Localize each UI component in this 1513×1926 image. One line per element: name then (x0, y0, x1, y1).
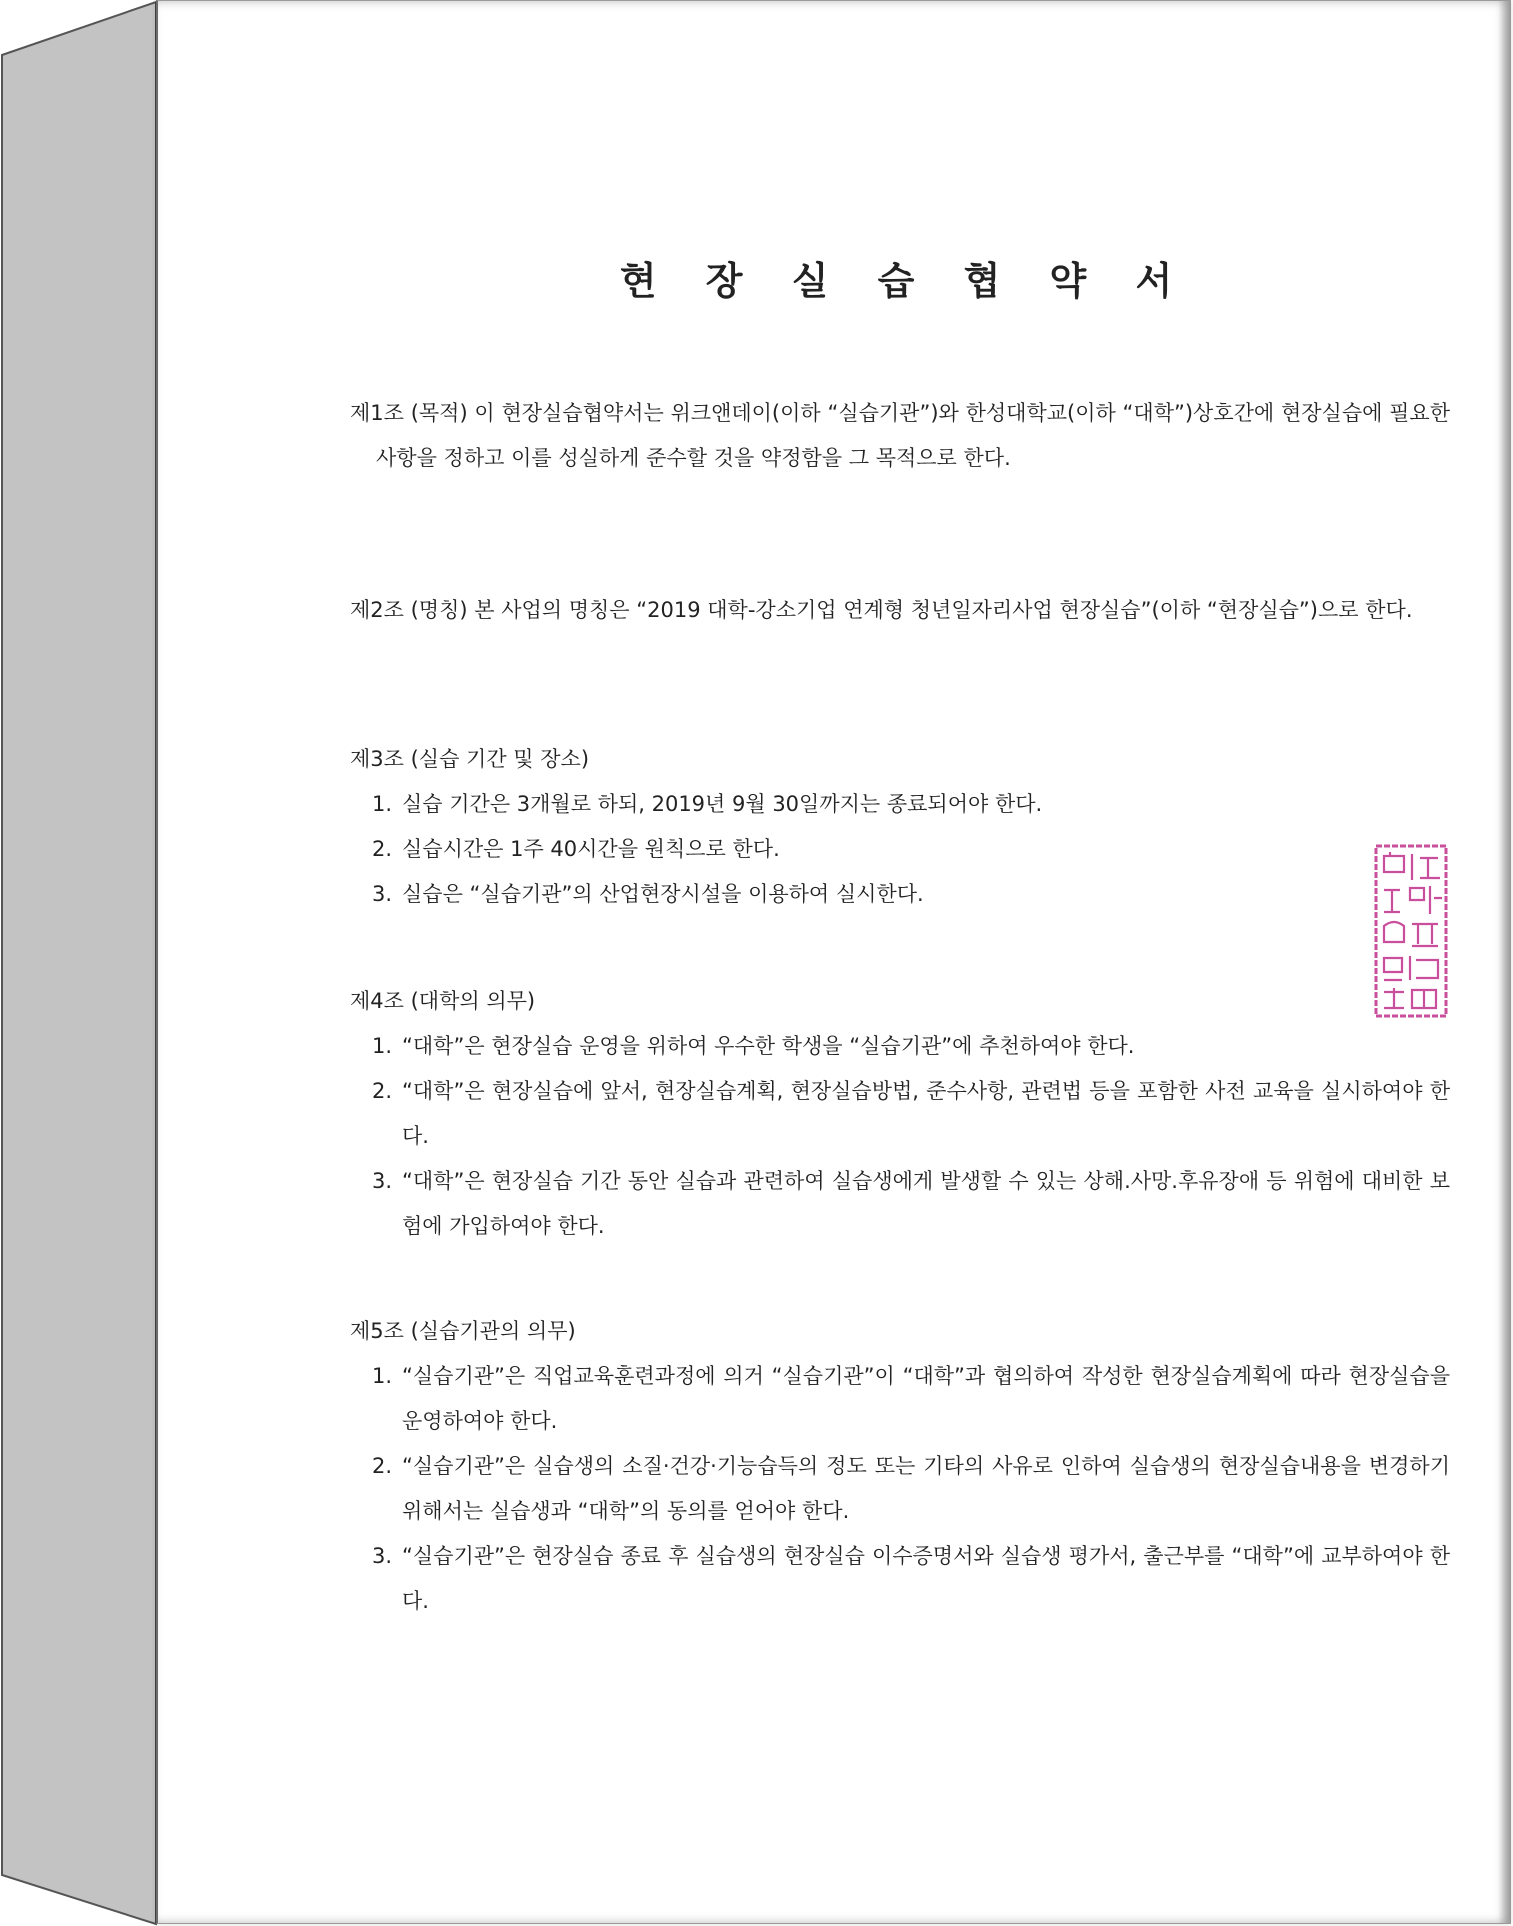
article-2 (350, 588, 1450, 633)
list-item-text: “대학”은 현장실습 운영을 위하여 우수한 학생을 “실습기관”에 추천하여야 한다. (402, 1034, 1135, 1058)
article-4-heading: 제4조 (대학의 의무) (350, 989, 536, 1013)
list-item (350, 827, 1450, 872)
list-item-number: 1. (372, 1364, 393, 1388)
list-item-number: 1. (372, 1034, 393, 1058)
article-1-text: 제1조 (목적) 이 현장실습협약서는 위크앤데이(이하 “실습기관”)와 한성대학교(이하 “대학”)상호간에 현장실습에 필요한 사항을 정하고 이를 성실하게 준수할 것을 약정함을 그 목적으로 한다. (350, 401, 1450, 470)
list-item (350, 1024, 1450, 1069)
article-5 (350, 1309, 1450, 1624)
article-5-heading: 제5조 (실습기관의 의무) (350, 1319, 576, 1343)
list-item (350, 1444, 1450, 1534)
list-item-text: “실습기관”은 현장실습 종료 후 실습생의 현장실습 이수증명서와 실습생 평가서, 출근부를 “대학”에 교부하여야 한다. (402, 1544, 1450, 1613)
official-seal-stamp (1372, 842, 1450, 1020)
list-item (350, 1534, 1450, 1624)
list-item-number: 3. (372, 882, 393, 906)
list-item-number: 3. (372, 1169, 393, 1193)
list-item (350, 1069, 1450, 1159)
book-cover-edge (0, 0, 160, 1926)
article-3 (350, 737, 1450, 917)
article-3-list (350, 782, 1450, 917)
article-1 (350, 391, 1450, 481)
list-item-text: “실습기관”은 직업교육훈련과정에 의거 “실습기관”이 “대학”과 협의하여 작성한 현장실습계획에 따라 현장실습을 운영하여야 한다. (402, 1364, 1450, 1433)
article-3-heading: 제3조 (실습 기간 및 장소) (350, 747, 590, 771)
article-4-list (350, 1024, 1450, 1249)
document-title: 현 장 실 습 협 약 서 (619, 259, 1191, 303)
list-item-text: “대학”은 현장실습에 앞서, 현장실습계획, 현장실습방법, 준수사항, 관련법 등을 포함한 사전 교육을 실시하여야 한다. (402, 1079, 1450, 1148)
list-item (350, 1159, 1450, 1249)
page-edge-shadow (1498, 1, 1510, 1923)
list-item-number: 2. (372, 1079, 393, 1103)
list-item-text: 실습은 “실습기관”의 산업현장시설을 이용하여 실시한다. (402, 882, 924, 906)
list-item-number: 1. (372, 792, 393, 816)
article-2-text: 제2조 (명칭) 본 사업의 명칭은 “2019 대학-강소기업 연계형 청년일자리사업 현장실습”(이하 “현장실습”)으로 한다. (350, 598, 1413, 622)
list-item (350, 872, 1450, 917)
list-item-text: 실습시간은 1주 40시간을 원칙으로 한다. (402, 837, 780, 861)
list-item-text: “대학”은 현장실습 기간 동안 실습과 관련하여 실습생에게 발생할 수 있는 상해.사망.후유장애 등 위험에 대비한 보험에 가입하여야 한다. (402, 1169, 1450, 1238)
article-4 (350, 979, 1450, 1249)
list-item (350, 1354, 1450, 1444)
article-5-list (350, 1354, 1450, 1624)
list-item-number: 2. (372, 1454, 393, 1478)
list-item-text: 실습 기간은 3개월로 하되, 2019년 9월 30일까지는 종료되어야 한다. (402, 792, 1043, 816)
list-item (350, 782, 1450, 827)
list-item-number: 2. (372, 837, 393, 861)
list-item-text: “실습기관”은 실습생의 소질·건강·기능습득의 정도 또는 기타의 사유로 인하여 실습생의 현장실습내용을 변경하기 위해서는 실습생과 “대학”의 동의를 얻어야 한다. (402, 1454, 1450, 1523)
list-item-number: 3. (372, 1544, 393, 1568)
